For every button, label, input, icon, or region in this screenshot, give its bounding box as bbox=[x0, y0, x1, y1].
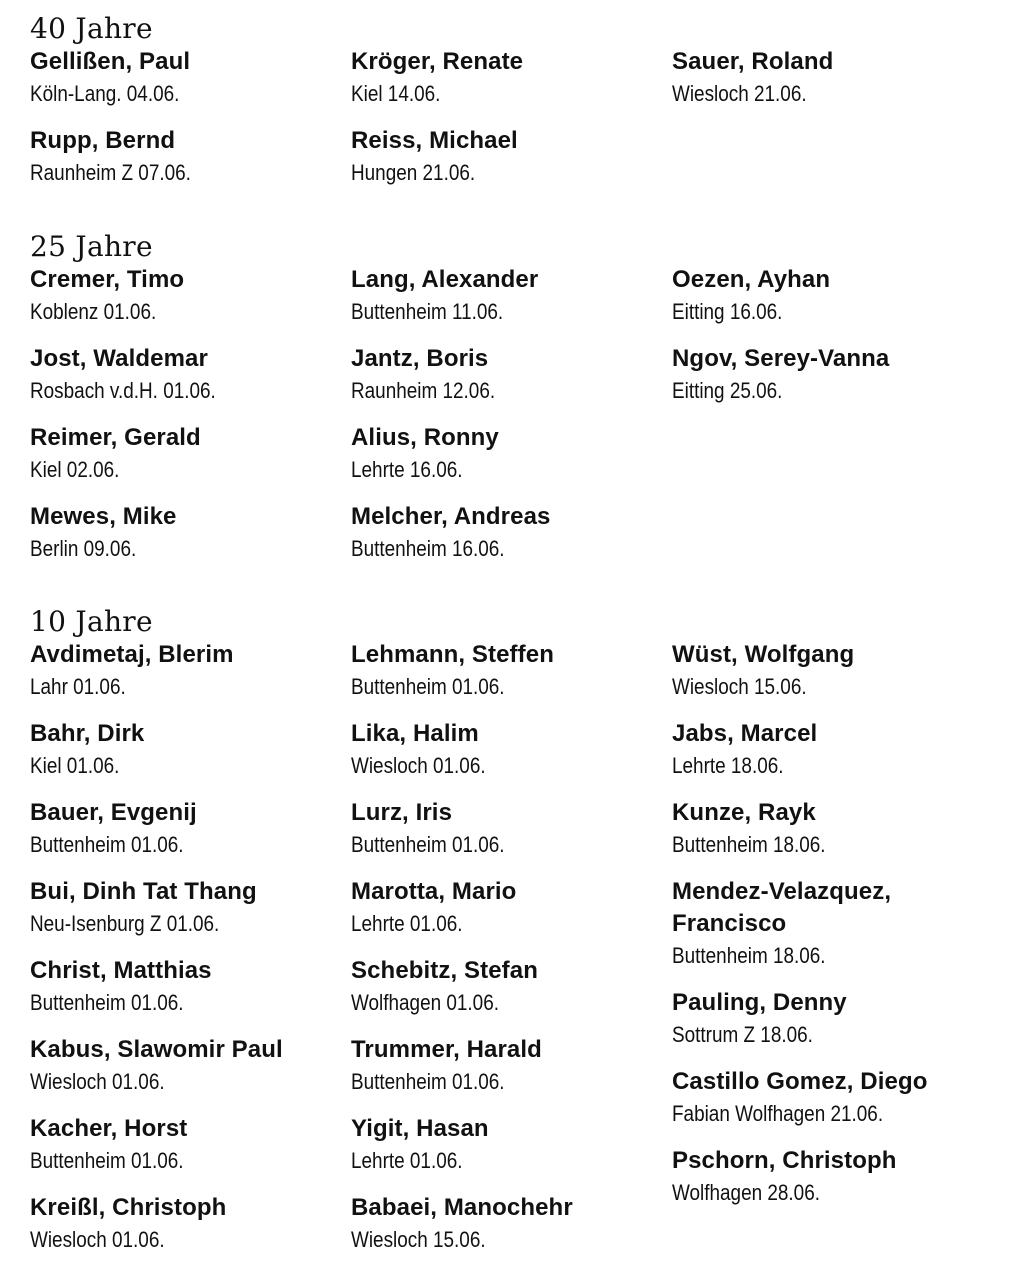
location-date: Wiesloch 21.06. bbox=[672, 81, 807, 106]
location-date: Wolfhagen 28.06. bbox=[672, 1180, 820, 1205]
person-name: Ngov, Serey-Vanna bbox=[672, 345, 890, 372]
location-date: Raunheim Z 07.06. bbox=[30, 160, 191, 185]
list-item bbox=[672, 987, 993, 1051]
section-heading: 10 Jahre bbox=[30, 605, 153, 638]
location-date: Kiel 02.06. bbox=[30, 457, 120, 482]
list-item bbox=[672, 1145, 993, 1209]
list-item bbox=[351, 1113, 672, 1177]
person-name: Wüst, Wolfgang bbox=[672, 641, 855, 668]
column-2 bbox=[351, 264, 672, 580]
person-name: Alius, Ronny bbox=[351, 424, 499, 451]
person-name: Oezen, Ayhan bbox=[672, 266, 831, 293]
location-date: Wiesloch 15.06. bbox=[351, 1227, 486, 1252]
location-date: Berlin 09.06. bbox=[30, 536, 137, 561]
location-date: Koblenz 01.06. bbox=[30, 299, 157, 324]
list-item bbox=[672, 718, 993, 782]
location-date: Fabian Wolfhagen 21.06. bbox=[672, 1101, 884, 1126]
list-item bbox=[30, 1113, 351, 1177]
column-3 bbox=[672, 639, 993, 1271]
location-date: Lahr 01.06. bbox=[30, 674, 126, 699]
person-name: Marotta, Mario bbox=[351, 878, 517, 905]
location-date: Kiel 01.06. bbox=[30, 753, 120, 778]
person-name: Cremer, Timo bbox=[30, 266, 185, 293]
column-1 bbox=[30, 639, 351, 1271]
column-3 bbox=[672, 46, 993, 204]
list-item bbox=[30, 264, 351, 328]
person-name: Kunze, Rayk bbox=[672, 799, 816, 826]
list-item bbox=[351, 422, 672, 486]
list-item bbox=[351, 343, 672, 407]
section-10-jahre bbox=[30, 605, 993, 1271]
person-name: Jantz, Boris bbox=[351, 345, 489, 372]
list-item bbox=[30, 1192, 351, 1256]
location-date: Eitting 16.06. bbox=[672, 299, 783, 324]
list-item bbox=[672, 343, 993, 407]
section-25-jahre bbox=[30, 230, 993, 580]
person-name: Kabus, Slawomir Paul bbox=[30, 1036, 283, 1063]
list-item bbox=[351, 639, 672, 703]
person-name: Reiss, Michael bbox=[351, 127, 518, 154]
list-item bbox=[351, 797, 672, 861]
location-date: Buttenheim 01.06. bbox=[351, 1069, 505, 1094]
location-date: Raunheim 12.06. bbox=[351, 378, 496, 403]
list-item bbox=[672, 797, 993, 861]
person-name: Kacher, Horst bbox=[30, 1115, 188, 1142]
location-date: Lehrte 16.06. bbox=[351, 457, 463, 482]
list-item bbox=[351, 125, 672, 189]
location-date: Wiesloch 15.06. bbox=[672, 674, 807, 699]
person-name: Castillo Gomez, Diego bbox=[672, 1068, 928, 1095]
column-1 bbox=[30, 264, 351, 580]
location-date: Lehrte 01.06. bbox=[351, 911, 463, 936]
location-date: Wiesloch 01.06. bbox=[30, 1069, 165, 1094]
location-date: Neu-Isenburg Z 01.06. bbox=[30, 911, 220, 936]
person-name: Rupp, Bernd bbox=[30, 127, 176, 154]
list-item bbox=[672, 639, 993, 703]
list-item bbox=[30, 797, 351, 861]
person-name: Mewes, Mike bbox=[30, 503, 177, 530]
person-name: Bauer, Evgenij bbox=[30, 799, 197, 826]
person-name: Lurz, Iris bbox=[351, 799, 453, 826]
person-name: Trummer, Harald bbox=[351, 1036, 542, 1063]
list-item bbox=[351, 718, 672, 782]
list-item bbox=[30, 1034, 351, 1098]
person-name: Jost, Waldemar bbox=[30, 345, 208, 372]
location-date: Sottrum Z 18.06. bbox=[672, 1022, 813, 1047]
location-date: Rosbach v.d.H. 01.06. bbox=[30, 378, 216, 403]
column-3 bbox=[672, 264, 993, 580]
list-item bbox=[351, 46, 672, 110]
person-name: Melcher, Andreas bbox=[351, 503, 551, 530]
list-item bbox=[30, 501, 351, 565]
person-name: Bahr, Dirk bbox=[30, 720, 145, 747]
person-name: Kreißl, Christoph bbox=[30, 1194, 227, 1221]
person-name: Pauling, Denny bbox=[672, 989, 847, 1016]
person-name: Kröger, Renate bbox=[351, 48, 524, 75]
location-date: Köln-Lang. 04.06. bbox=[30, 81, 180, 106]
list-item bbox=[30, 125, 351, 189]
location-date: Eitting 25.06. bbox=[672, 378, 783, 403]
person-name: Lika, Halim bbox=[351, 720, 479, 747]
section-columns bbox=[30, 264, 993, 580]
location-date: Wolfhagen 01.06. bbox=[351, 990, 499, 1015]
person-name: Lehmann, Steffen bbox=[351, 641, 554, 668]
person-name: Gellißen, Paul bbox=[30, 48, 191, 75]
list-item bbox=[351, 264, 672, 328]
location-date: Hungen 21.06. bbox=[351, 160, 476, 185]
location-date: Buttenheim 11.06. bbox=[351, 299, 504, 324]
section-heading: 40 Jahre bbox=[30, 12, 153, 45]
list-item bbox=[351, 876, 672, 940]
location-date: Buttenheim 01.06. bbox=[30, 990, 184, 1015]
list-item bbox=[351, 955, 672, 1019]
person-name: Lang, Alexander bbox=[351, 266, 539, 293]
location-date: Lehrte 01.06. bbox=[351, 1148, 463, 1173]
section-heading: 25 Jahre bbox=[30, 230, 153, 263]
person-name: Jabs, Marcel bbox=[672, 720, 818, 747]
list-item bbox=[30, 46, 351, 110]
section-columns bbox=[30, 639, 993, 1271]
person-name: Mendez-Velazquez, Francisco bbox=[672, 878, 892, 937]
column-2 bbox=[351, 46, 672, 204]
person-name: Bui, Dinh Tat Thang bbox=[30, 878, 257, 905]
list-item bbox=[672, 46, 993, 110]
section-40-jahre bbox=[30, 12, 993, 204]
location-date: Buttenheim 18.06. bbox=[672, 943, 826, 968]
person-name: Christ, Matthias bbox=[30, 957, 212, 984]
person-name: Pschorn, Christoph bbox=[672, 1147, 897, 1174]
location-date: Kiel 14.06. bbox=[351, 81, 441, 106]
location-date: Wiesloch 01.06. bbox=[351, 753, 486, 778]
list-item bbox=[30, 422, 351, 486]
list-item bbox=[351, 1192, 672, 1256]
list-item bbox=[672, 1066, 993, 1130]
list-item bbox=[672, 264, 993, 328]
location-date: Buttenheim 18.06. bbox=[672, 832, 826, 857]
list-item bbox=[351, 1034, 672, 1098]
list-item bbox=[30, 639, 351, 703]
person-name: Babaei, Manochehr bbox=[351, 1194, 573, 1221]
person-name: Sauer, Roland bbox=[672, 48, 834, 75]
location-date: Lehrte 18.06. bbox=[672, 753, 784, 778]
location-date: Buttenheim 01.06. bbox=[351, 832, 505, 857]
list-item bbox=[30, 876, 351, 940]
location-date: Buttenheim 01.06. bbox=[30, 832, 184, 857]
list-item bbox=[672, 876, 993, 972]
location-date: Wiesloch 01.06. bbox=[30, 1227, 165, 1252]
person-name: Reimer, Gerald bbox=[30, 424, 201, 451]
location-date: Buttenheim 01.06. bbox=[30, 1148, 184, 1173]
location-date: Buttenheim 16.06. bbox=[351, 536, 505, 561]
location-date: Buttenheim 01.06. bbox=[351, 674, 505, 699]
list-item bbox=[30, 718, 351, 782]
person-name: Avdimetaj, Blerim bbox=[30, 641, 234, 668]
person-name: Schebitz, Stefan bbox=[351, 957, 538, 984]
section-columns bbox=[30, 46, 993, 204]
list-item bbox=[30, 343, 351, 407]
person-name: Yigit, Hasan bbox=[351, 1115, 489, 1142]
column-2 bbox=[351, 639, 672, 1271]
column-1 bbox=[30, 46, 351, 204]
list-item bbox=[30, 955, 351, 1019]
list-item bbox=[351, 501, 672, 565]
